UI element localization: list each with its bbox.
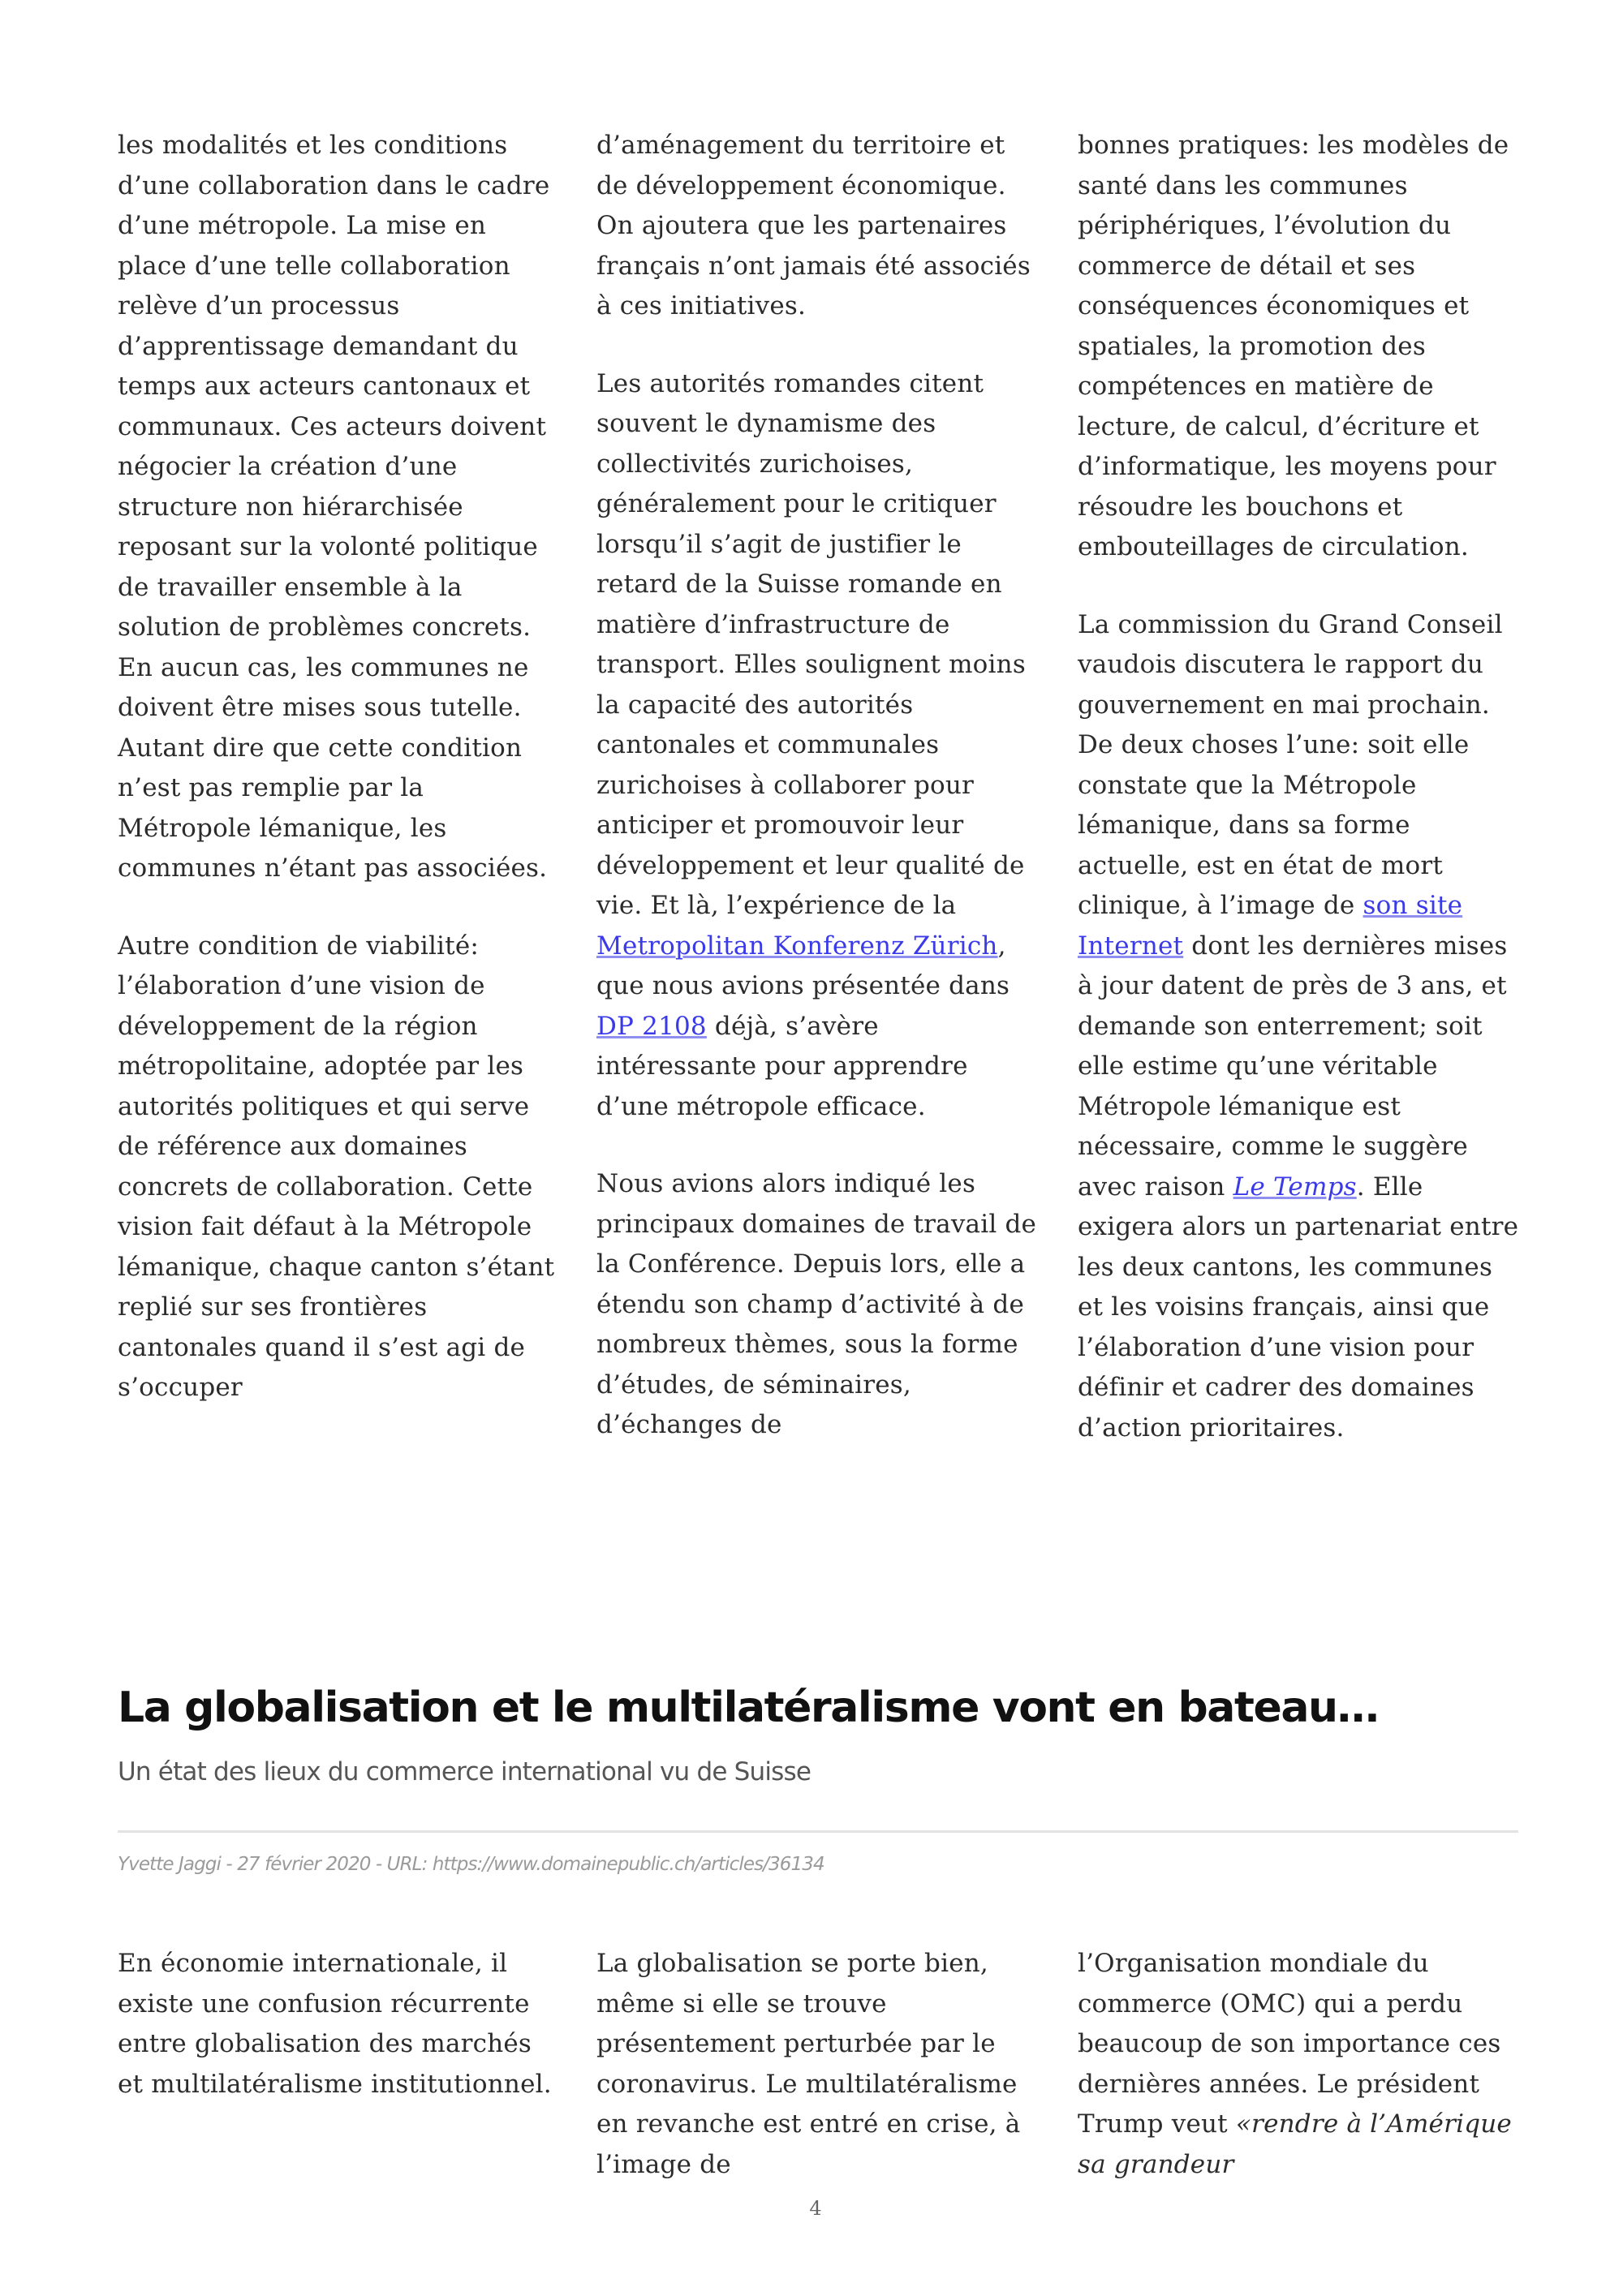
text-run: , que nous avions présentée dans (596, 931, 1010, 1000)
text-run: . Elle exigera alors un partenariat entre les deux cantons, les communes et les voisins français, ainsi que l’élaboration d’une vision pour définir et cadrer des domaines d’action prioritaires. (1078, 1172, 1519, 1443)
article-title: La globalisation et le multilatéralisme vont en bateau… (118, 1683, 1379, 1732)
text-run: bonnes pratiques: les modèles de santé dans les communes périphériques, l’évolution du commerce de détail et ses conséquences économiques et spatiales, la promotion des compétences en matière de lecture, de calcul, d’écriture et d’informatique, les moyens pour résoudre les bouchons et embouteillages de circulation. (1078, 131, 1509, 561)
paragraph (596, 1944, 1041, 2185)
italic-quote: «rendre à l’Amérique sa grandeur (1078, 2109, 1512, 2179)
text-run: déjà, s’avère intéressante pour apprendre d’une métropole efficace. (596, 1011, 968, 1121)
article-column-1 (118, 1944, 562, 2105)
text-run: l’Organisation mondiale du commerce (OMC) qui a perdu beaucoup de son importance ces dernières années. Le président Trump veut (1078, 1949, 1501, 2139)
paragraph (1078, 1944, 1522, 2185)
text-run: Autre condition de viabilité: l’élaboration d’une vision de développement de la région métropolitaine, adoptée par les autorités politiques et qui serve de référence aux domaines concrets de collaboration. Cette vision fait défaut à la Métropole lémanique, chaque canton s’étant replié sur ses frontières cantonales quand il s’est agi de s’occuper (118, 931, 555, 1402)
article-subtitle: Un état des lieux du commerce international vu de Suisse (118, 1757, 812, 1786)
paragraph (596, 1164, 1041, 1446)
prev-article-column-3 (1078, 126, 1522, 1448)
inline-link[interactable]: Le Temps (1233, 1172, 1357, 1202)
paragraph (118, 1944, 562, 2105)
text-run: d’aménagement du territoire et de développement économique. On ajoutera que les partenaires français n’ont jamais été associés à ces initiatives. (596, 131, 1031, 320)
text-run: dont les dernières mises à jour datent de près de 3 ans, et demande son enterrement; soit elle estime qu’une véritable Métropole lémanique est nécessaire, comme le suggère avec raison (1078, 931, 1508, 1202)
text-run: Les autorités romandes citent souvent le dynamisme des collectivités zurichoises, généralement pour le critiquer lorsqu’il s’agit de justifier le retard de la Suisse romande en matière d’infrastructure de transport. Elles soulignent moins la capacité des autorités cantonales et communales zurichoises à collaborer pour anticiper et promouvoir leur développement et leur qualité de vie. Et là, l’expérience de la (596, 368, 1026, 920)
prev-article-column-2 (596, 126, 1041, 1446)
article-meta: Yvette Jaggi - 27 février 2020 - URL: https://www.domainepublic.ch/articles/36134 (118, 1854, 824, 1875)
prev-article-column-1 (118, 126, 562, 1408)
inline-link[interactable]: Metropolitan Konferenz Zürich (596, 931, 998, 961)
inline-link[interactable]: son site Internet (1078, 891, 1463, 961)
paragraph (118, 126, 562, 889)
text-run: En économie internationale, il existe une confusion récurrente entre globalisation des marchés et multilatéralisme institutionnel. (118, 1949, 552, 2099)
paragraph (1078, 605, 1522, 1449)
article-column-3 (1078, 1944, 1522, 2185)
paragraph (596, 126, 1041, 327)
text-run: La commission du Grand Conseil vaudois discutera le rapport du gouvernement en mai prochain. De deux choses l’une: soit elle constate que la Métropole lémanique, dans sa forme actuelle, est en état de mort clinique, à l’image de (1078, 609, 1503, 920)
inline-link[interactable]: DP 2108 (596, 1011, 707, 1041)
paragraph (118, 927, 562, 1408)
paragraph (1078, 126, 1522, 568)
article-column-2 (596, 1944, 1041, 2185)
page-number: 4 (809, 2197, 822, 2220)
header-divider (118, 1830, 1518, 1833)
text-run: Nous avions alors indiqué les principaux domaines de travail de la Conférence. Depuis lors, elle a étendu son champ d’activité à de nombreux thèmes, sous la forme d’études, de séminaires, d’échanges de (596, 1169, 1037, 1439)
paragraph (596, 364, 1041, 1128)
text-run: les modalités et les conditions d’une collaboration dans le cadre d’une métropole. La mise en place d’une telle collaboration relève d’un processus d’apprentissage demandant du temps aux acteurs cantonaux et communaux. Ces acteurs doivent négocier la création d’une structure non hiérarchisée reposant sur la volonté politique de travailler ensemble à la solution de problèmes concrets. En aucun cas, les communes ne doivent être mises sous tutelle. Autant dire que cette condition n’est pas remplie par la Métropole lémanique, les communes n’étant pas associées. (118, 131, 550, 883)
text-run: La globalisation se porte bien, même si elle se trouve présentement perturbée par le coronavirus. Le multilatéralisme en revanche est entré en crise, à l’image de (596, 1949, 1021, 2179)
